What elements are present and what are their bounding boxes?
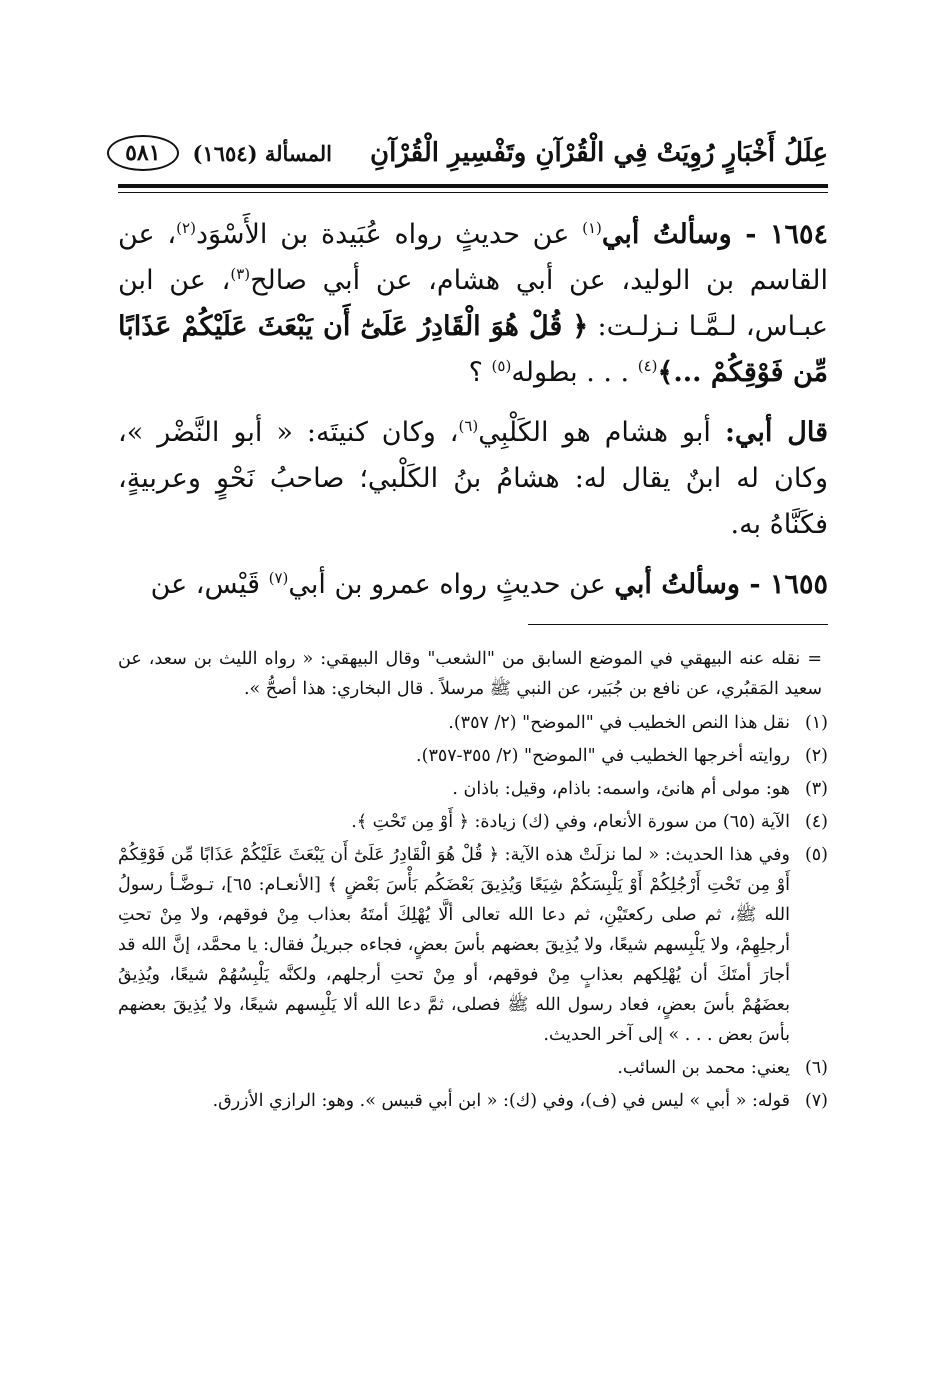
footnote-number: (٦) — [804, 1058, 828, 1078]
footnote-ref: (٢) — [176, 219, 196, 237]
footnote-ref: (١) — [582, 219, 602, 237]
running-header — [118, 128, 828, 178]
footnote-text: وفي هذا الحديث: « لما نزلَتْ هذه الآية: ﴿ قُلْ هُوَ الْقَادِرُ عَلَىٰٓ أَن يَبْعَثَ عَلَيْكُمْ عَذَابًا مِّن فَوْقِكُمْ أَوْ مِن تَحْتِ أَرْجُلِكُمْ أَوْ يَلْبِسَكُمْ شِيَعًا وَيُذِيقَ بَعْضَكُم بَأْسَ بَعْضٍ ﴾ [الأنعـام: ٦٥]، تـوضَّـأ رسولُ الله ﷺ، ثم صلى ركعتَيْنِ، ثم دعا الله تعالى ألَّا يُهْلِكَ أمتَهُ بعذاب مِنْ فوقهم، ولا مِنْ تحتِ أرجلِهِمْ، ولا يَلْبِسهم شيعًا، ولا يُذِيقَ بعضهم بأسَ بعضٍ، فجاءه جبريلُ فقال: يا محمَّد، إنَّ الله قد أجارَ أمتَكَ أن يُهْلِكهم بعذابٍ مِنْ فوقهم، أو مِنْ تحتِ أرجلهم، ولكنَّه يَلْبِسُهُمْ شيعًا، ويُذِيقُ بعضَهُمْ بأسَ بعضٍ، فعاد رسول الله ﷺ فصلى، ثمَّ دعا الله ألا يَلْبِسهم شيعًا، ولا يُذِيقَ بعضهم بأسَ بعض . . . » إلى آخر الحديث. — [118, 845, 791, 1045]
footnote-number: (٢) — [804, 746, 828, 766]
footnote-ref: (٦) — [458, 417, 479, 435]
footnote-number: (٧) — [804, 1091, 828, 1111]
footnote-ref: (٧) — [268, 569, 289, 587]
answer-paragraph — [118, 410, 828, 548]
text-run: . . . بطوله — [511, 357, 638, 388]
footnote-number: (٥) — [804, 845, 828, 865]
text-run: أبو هشام هو الكَلْبِي — [478, 417, 725, 448]
main-text — [118, 212, 828, 622]
footnote-continuation: = نقله عنه البيهقي في الموضع السابق من "الشعب" وقال البيهقي: « رواه الليث بن سعد، عن سعيد المَقبُري، عن نافع بن جُبَير، عن النبي ﷺ مرسلاً . قال البخاري: هذا أصحُّ ». — [118, 649, 822, 699]
footnote-text: قوله: « أبي » ليس في (ف)، وفي (ك): « ابن أبي قبيس ». وهو: الرازي الأزرق. — [212, 1091, 790, 1111]
footnote-ref: (٣) — [230, 265, 251, 283]
issue-number: ١٦٥٤ - — [731, 219, 828, 250]
header-rule-thick — [118, 184, 828, 188]
text-run: عن حديثٍ رواه عمرو بن أبي — [288, 569, 615, 600]
text-run: ، عن ابن عبـاس، لـمَّـا نـزلـت: — [118, 265, 828, 342]
footnote-text: روايته أخرجها الخطيب في "الموضح" (٢/ ٣٥٥-٣٥٧). — [416, 746, 790, 766]
footnote-item — [118, 1086, 828, 1116]
footnote-number: (٣) — [804, 779, 828, 799]
text-run: عن حديثٍ رواه عُبَيدة بن الأَسْوَد — [195, 219, 583, 250]
answer-lead: قال أبي: — [724, 417, 828, 448]
footnote-ref: (٥) — [491, 357, 512, 375]
footnote-item — [118, 1053, 828, 1083]
question-lead: وسألتُ أبي — [601, 219, 732, 250]
issue-number: ١٦٥٥ - — [739, 569, 828, 600]
footnote-text: يعني: محمد بن السائب. — [617, 1058, 790, 1078]
footnote-text: الآية (٦٥) من سورة الأنعام، وفي (ك) زيادة: ﴿ أَوْ مِن تَحْتِ ﴾. — [351, 812, 790, 832]
page-number-badge: ٥٨١ — [107, 135, 178, 171]
footnote-item — [118, 774, 828, 804]
header-rule-thin — [118, 192, 828, 193]
issue-1655 — [118, 562, 828, 608]
issue-label: المسألة (١٦٥٤) — [192, 140, 333, 166]
footnote-number: (١) — [804, 713, 828, 733]
footnote-item — [118, 708, 828, 738]
text-run: ، وكان كنيتَه: « أبو النَّضْر »، وكان له ابنٌ يقال له: هشامُ بنُ الكَلْبي؛ صاحبُ نَحْوٍ وعربيةٍ، فكَنَّاهُ به. — [118, 417, 828, 540]
text-run: ؟ — [468, 357, 492, 388]
question-lead: وسألتُ أبي — [614, 569, 740, 600]
footnote-separator — [528, 624, 828, 625]
footnote-text: نقل هذا النص الخطيب في "الموضح" (٢/ ٣٥٧). — [448, 713, 790, 733]
footnote-number: (٤) — [804, 812, 828, 832]
text-run: ، عن القاسم بن الوليد، عن أبي هشام، عن أبي صالح — [118, 219, 828, 296]
footnote-ref: (٤) — [637, 357, 658, 375]
footnote-text: هو: مولى أم هانئ، واسمه: باذام، وقيل: باذان . — [452, 779, 790, 799]
footnotes — [118, 644, 828, 1119]
book-title: عِلَلُ أَخْبَارٍ رُوِيَتْ فِي الْقُرْآنِ وتَفْسِيرِ الْقُرْآنِ — [370, 138, 828, 168]
footnote-item — [118, 840, 828, 1050]
text-run: قَيْس، عن — [150, 569, 269, 600]
issue-1654 — [118, 212, 828, 396]
quran-verse: ﴿ قُلْ هُوَ الْقَادِرُ عَلَىٰٓ أَن يَبْعَثَ عَلَيْكُمْ عَذَابًا مِّن فَوْقِكُمْ ...﴾ — [118, 311, 828, 388]
footnote-item — [118, 807, 828, 837]
footnote-item — [118, 741, 828, 771]
